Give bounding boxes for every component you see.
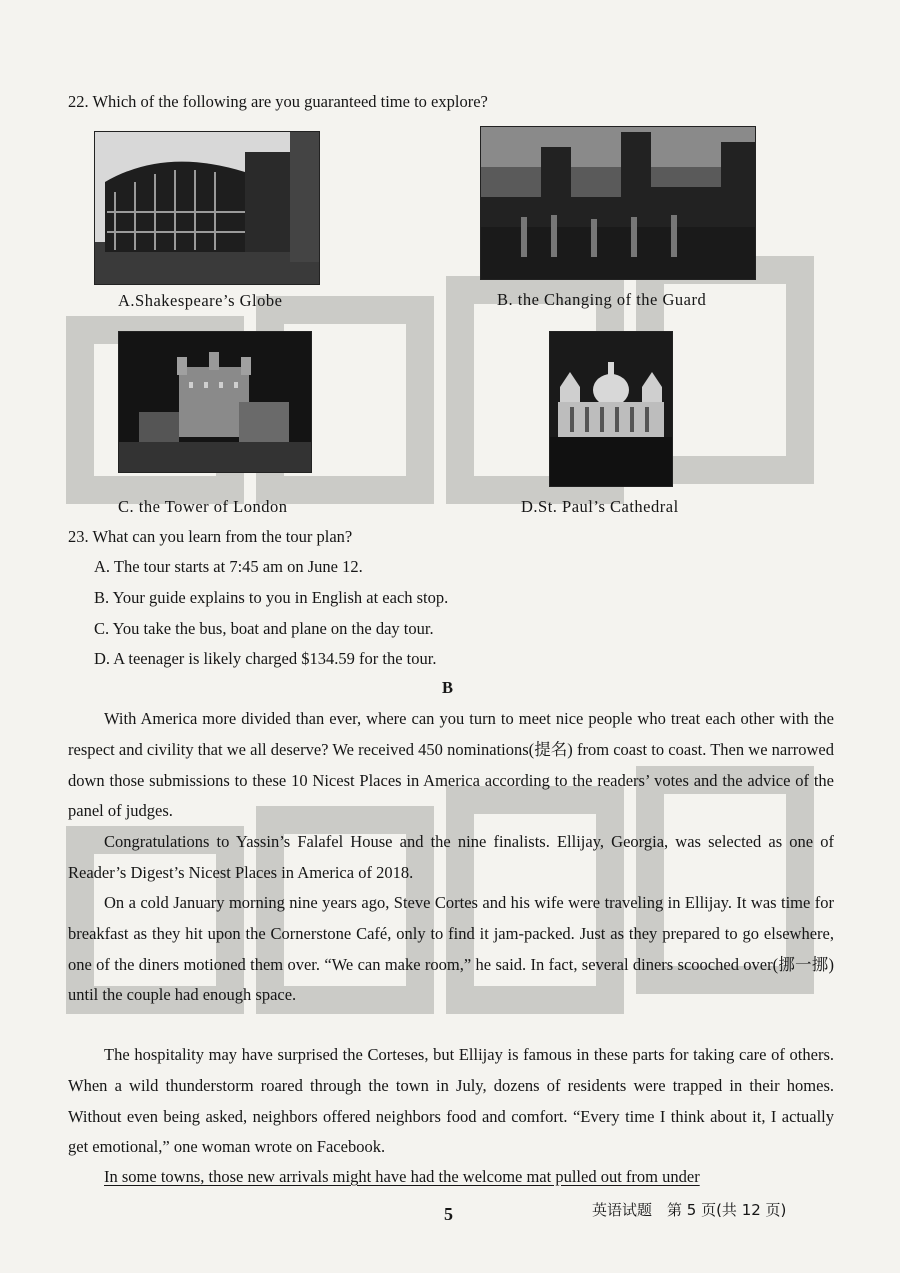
q23-option-c: C. You take the bus, boat and plane on the day tour. [94, 619, 434, 638]
passage-paragraph-2: Congratulations to Yassin’s Falafel House and the nine finalists. Ellijay, Georgia, was selected as one of Reader’s Digest’s Nicest Places in America of 2018. [68, 832, 834, 882]
section-b-heading: B [442, 678, 454, 697]
q22-option-a: A.Shakespeare’s Globe [118, 291, 283, 310]
q22-option-b: B. the Changing of the Guard [497, 290, 707, 309]
changing-guard-photo [480, 126, 756, 280]
q22-option-d: D.St. Paul’s Cathedral [521, 497, 679, 516]
tower-of-london-photo [118, 331, 312, 473]
q22-option-c: C. the Tower of London [118, 497, 288, 516]
footer-label: 英语试题 第 5 页(共 12 页) [592, 1201, 787, 1219]
question-22: 22. Which of the following are you guaranteed time to explore? [68, 92, 488, 111]
passage-paragraph-3: On a cold January morning nine years ago, Steve Cortes and his wife were traveling in Ellijay. It was time for breakfast as they hit upon the Cornerstone Café, only to find it jam-packed. Just as they prepared to go elsewhere, one of the diners motioned them over. “We can make room,” he said. In fact, several diners scooched over(挪一挪) until the couple had enough space. [68, 893, 834, 1005]
st-pauls-cathedral-photo [549, 331, 673, 487]
passage-paragraph-4: The hospitality may have surprised the Corteses, but Ellijay is famous in these parts for taking care of others. When a wild thunderstorm roared through the town in July, dozens of residents were trapped in their homes. Without even being asked, neighbors offered neighbors food and comfort. “Every time I think about it, I actually get emotional,” one woman wrote on Facebook. [68, 1045, 834, 1157]
page-number: 5 [444, 1204, 453, 1224]
q23-option-d: D. A teenager is likely charged $134.59 for the tour. [94, 649, 437, 668]
q23-option-a: A. The tour starts at 7:45 am on June 12. [94, 557, 363, 576]
passage-paragraph-5: In some towns, those new arrivals might have had the welcome mat pulled out from under [104, 1167, 700, 1186]
question-23: 23. What can you learn from the tour plan? [68, 527, 353, 546]
globe-theatre-photo [94, 131, 320, 285]
q23-option-b: B. Your guide explains to you in English at each stop. [94, 588, 449, 607]
passage-paragraph-1: With America more divided than ever, where can you turn to meet nice people who treat each other with the respect and civility that we all deserve? We received 450 nominations(提名) from coast to coast. Then we narrowed down those submissions to these 10 Nicest Places in America according to the readers’ votes and the advice of the panel of judges. [68, 709, 834, 821]
